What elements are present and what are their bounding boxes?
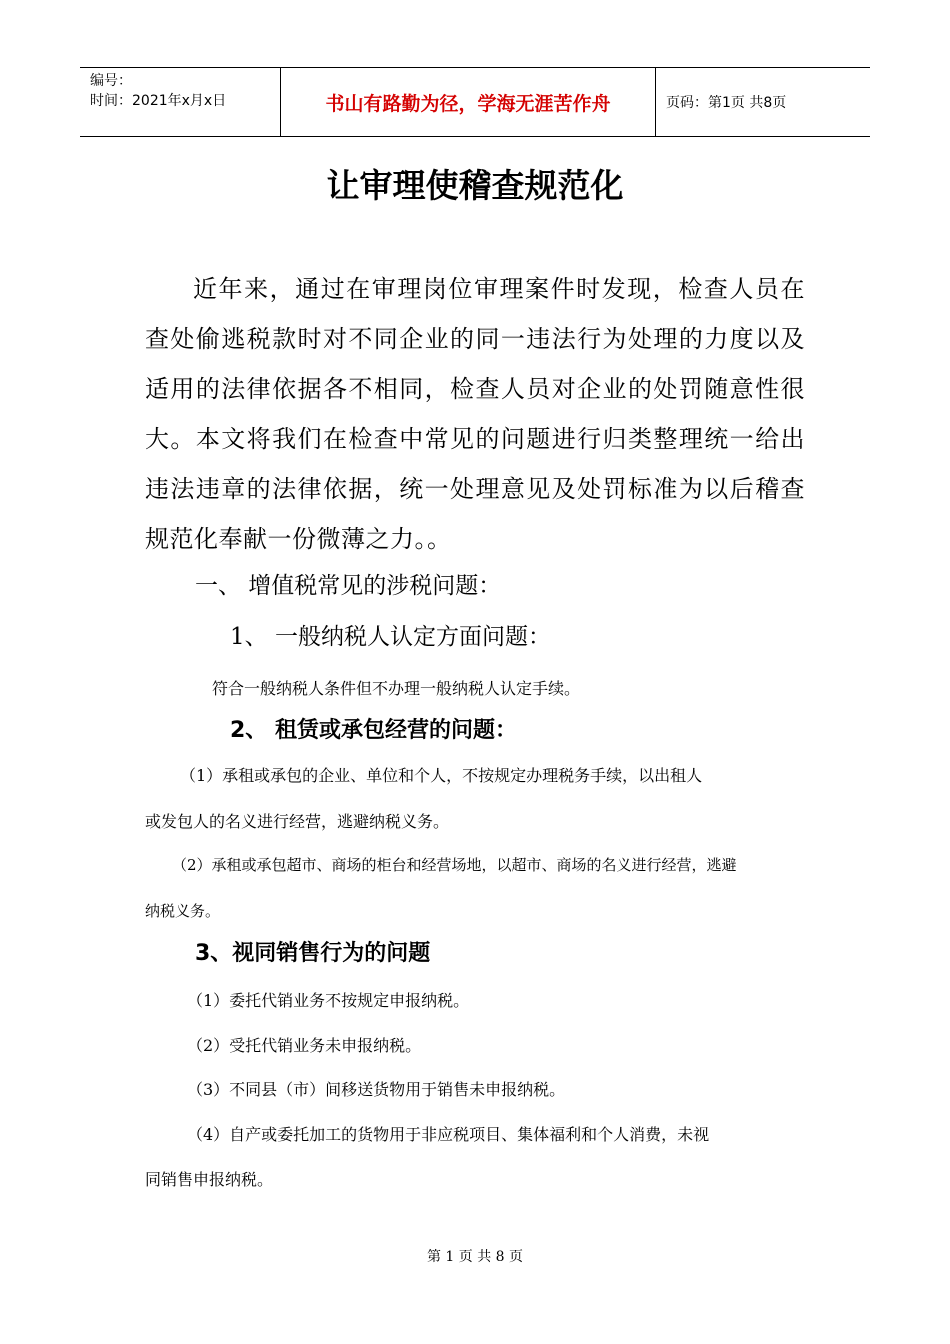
date-line: 时间：2021年x月x日 xyxy=(90,93,227,109)
header-page-info: 页码：第1页 共8页 xyxy=(666,95,787,111)
item-2-p1-line2: 或发包人的名义进行经营，逃避纳税义务。 xyxy=(145,812,450,831)
code-label: 编号： xyxy=(90,73,132,89)
section-1-heading: 一、 增值税常见的涉税问题： xyxy=(195,573,502,599)
item-2-p2-line1: （2）承租或承包超市、商场的柜台和经营场地，以超市、商场的名义进行经营，逃避 xyxy=(172,856,737,874)
item-1-heading: 1、 一般纳税人认定方面问题： xyxy=(230,624,551,650)
item-2-p1-line1: （1）承租或承包的企业、单位和个人，不按规定办理税务手续，以出租人 xyxy=(180,766,703,785)
item-3-p2: （2）受托代销业务未申报纳税。 xyxy=(187,1036,422,1055)
item-3-p4-line2: 同销售申报纳税。 xyxy=(145,1170,274,1189)
item-2-p2-line2: 纳税义务。 xyxy=(145,902,221,920)
document-title: 让审理使稽查规范化 xyxy=(326,166,624,205)
page-header xyxy=(80,67,870,137)
page-footer: 第 1 页 共 8 页 xyxy=(426,1249,524,1265)
header-motto: 书山有路勤为径，学海无涯苦作舟 xyxy=(280,68,656,136)
item-3-heading: 3、视同销售行为的问题 xyxy=(195,941,431,966)
header-meta xyxy=(80,68,280,136)
item-1-text: 符合一般纳税人条件但不办理一般纳税人认定手续。 xyxy=(212,679,581,698)
intro-paragraph: 近年来，通过在审理岗位审理案件时发现，检查人员在查处偷逃税款时对不同企业的同一违法行为处理的力度以及适用的法律依据各不相同，检查人员对企业的处罚随意性很大。本文将我们在检查中常见的问题进行归类整理统一给出违法违章的法律依据，统一处理意见及处罚标准为以后稽查规范化奉献一份微薄之力。。 xyxy=(145,275,805,553)
item-2-heading: 2、 租赁或承包经营的问题： xyxy=(230,718,517,743)
item-3-p1: （1）委托代销业务不按规定申报纳税。 xyxy=(187,991,470,1010)
item-3-p4-line1: （4）自产或委托加工的货物用于非应税项目、集体福利和个人消费，未视 xyxy=(187,1125,710,1144)
item-3-p3: （3）不同县（市）间移送货物用于销售未申报纳税。 xyxy=(187,1080,566,1099)
